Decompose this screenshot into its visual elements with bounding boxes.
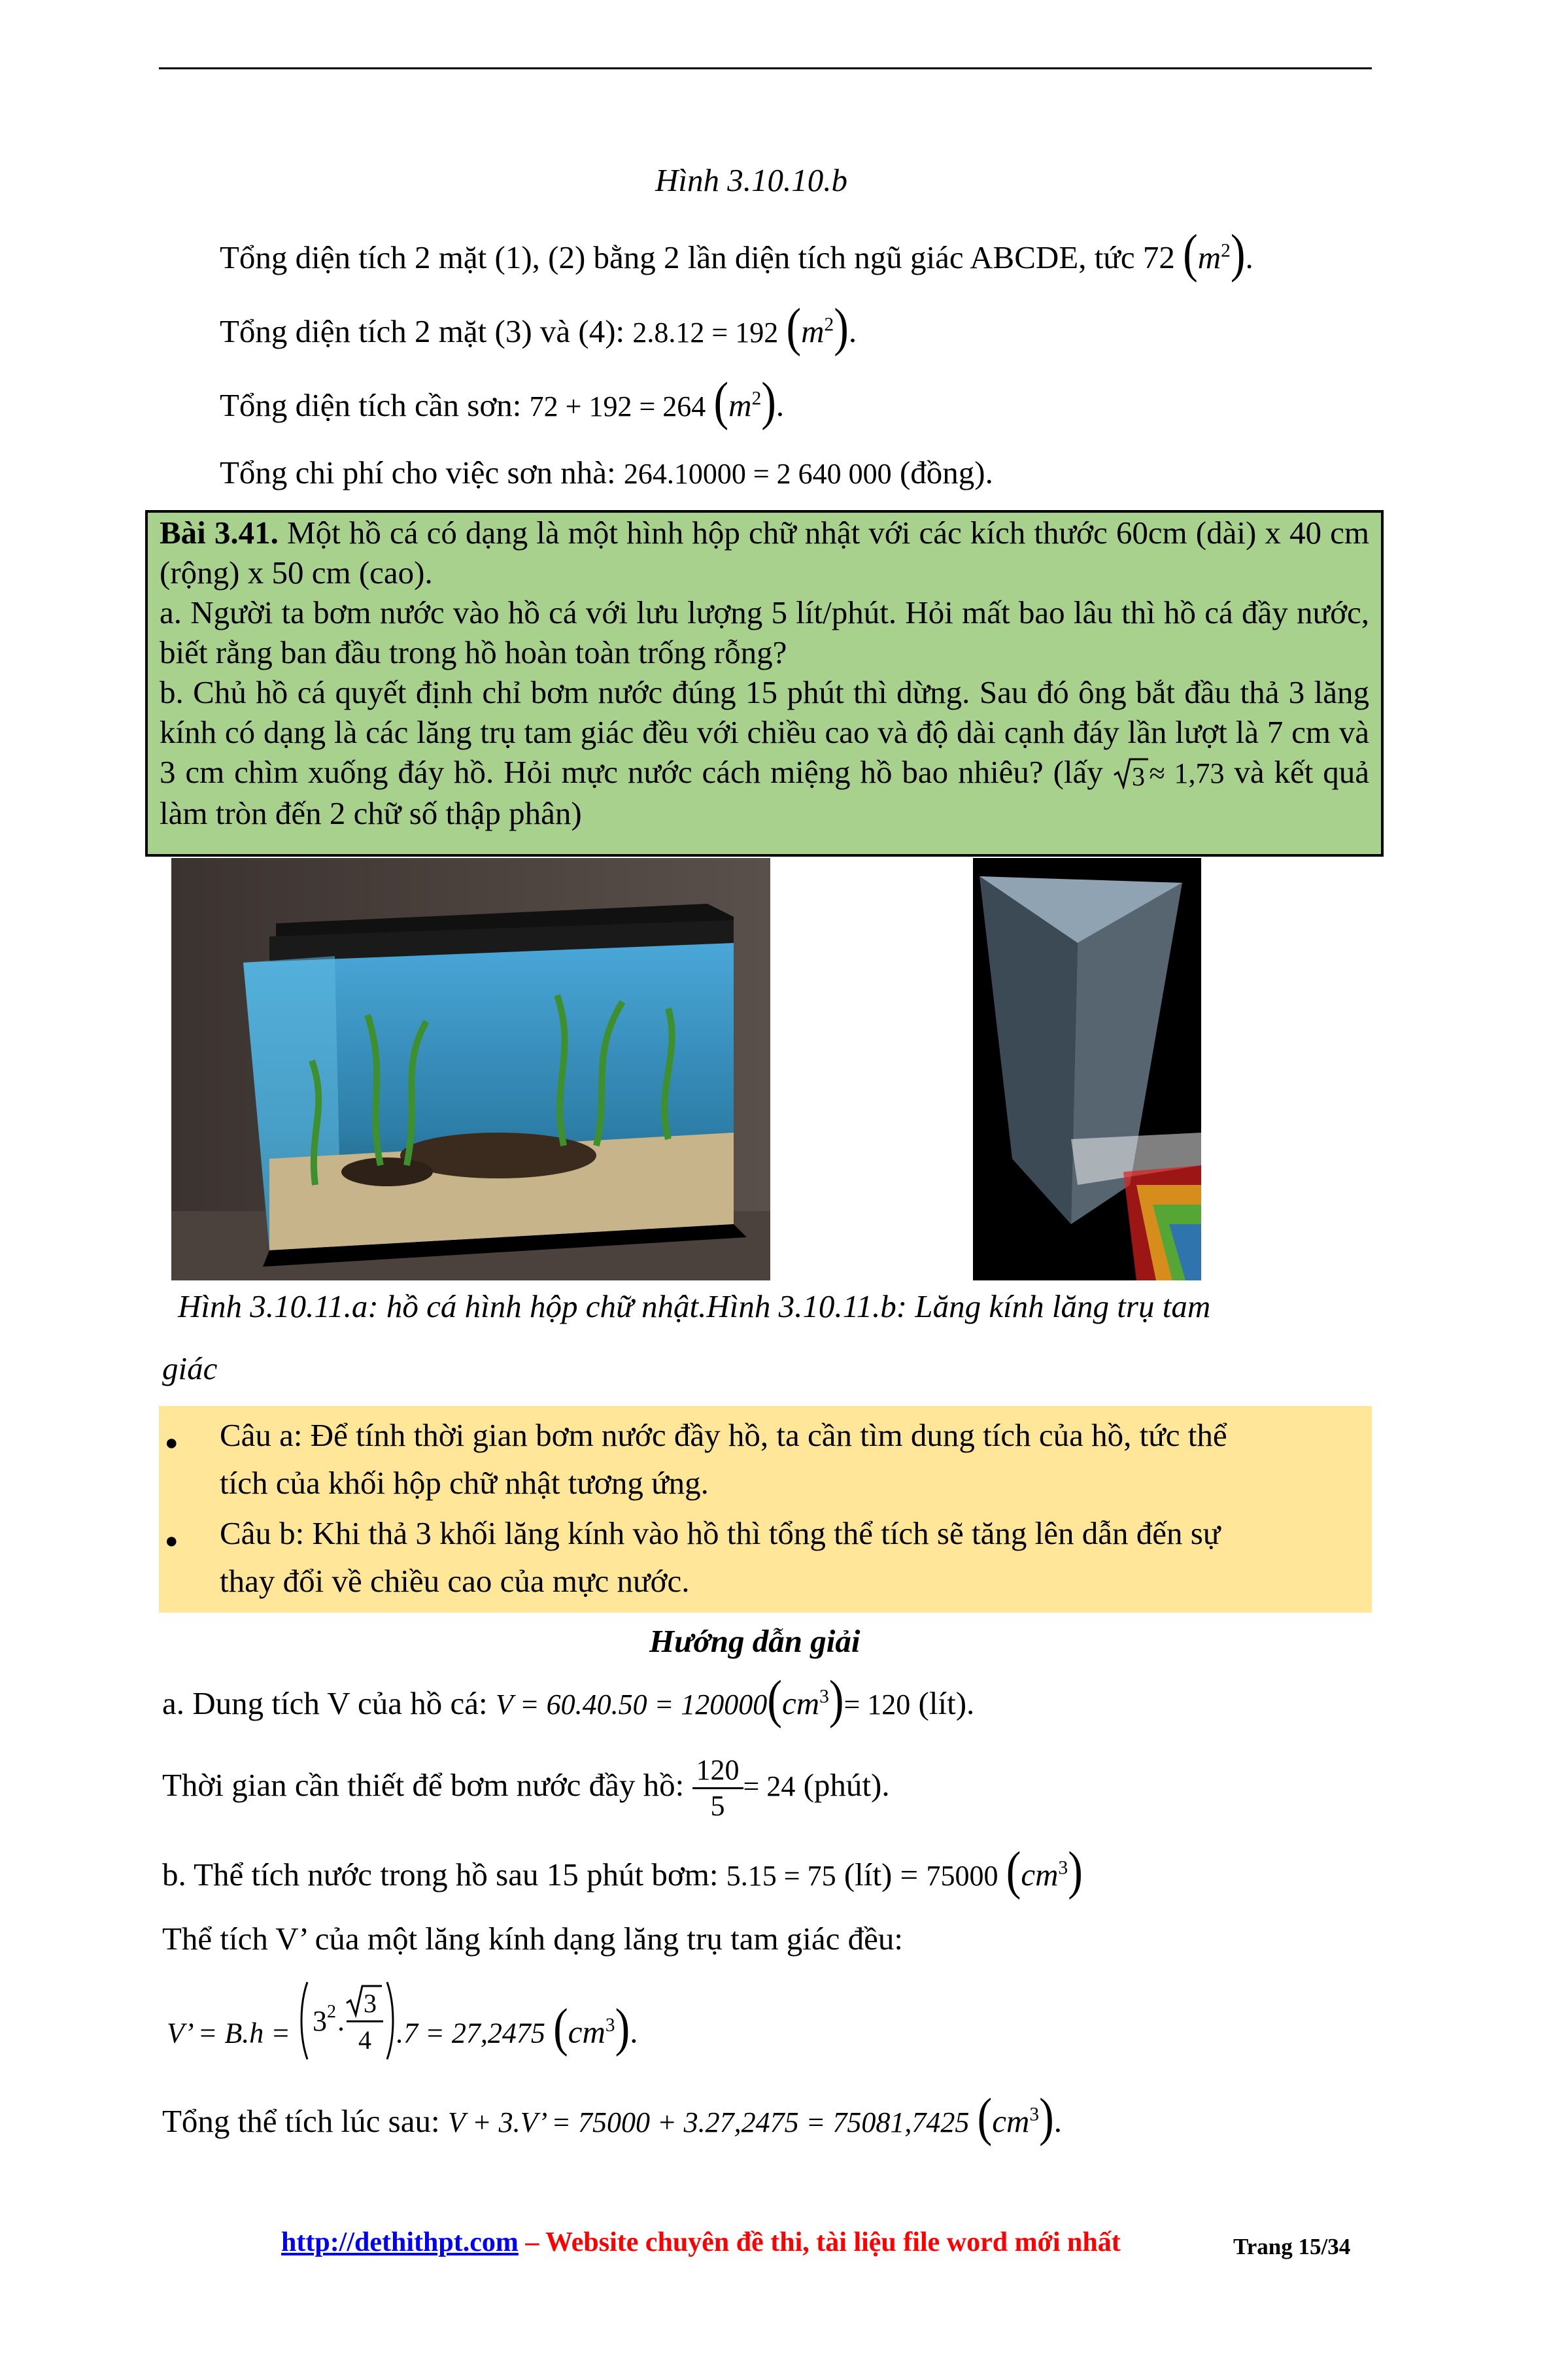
line-text: Tổng diện tích 2 mặt (3) và (4):	[220, 313, 625, 349]
aquarium-illustration	[171, 858, 770, 1280]
sqrt-approx	[1113, 754, 1225, 790]
figure-caption-line-1: Hình 3.10.11.a: hồ cá hình hộp chữ nhật.Hình 3.10.11.b: Lăng kính lăng trụ tam	[178, 1288, 1211, 1324]
footer	[281, 2227, 1121, 2258]
unit: cm	[1021, 1857, 1059, 1893]
line-math: 264.10000 = 2 640 000	[623, 458, 892, 490]
prev-solution-line-2: Tổng diện tích 2 mặt (3) và (4): 2.8.12 = 192 $(m^2)$.	[220, 297, 857, 357]
hint-a-line-1: Câu a: Để tính thời gian bơm nước đầy hồ, ta cần tìm dung tích của hồ, tức thể	[220, 1417, 1227, 1453]
problem-part-b	[160, 672, 1369, 833]
prism-illustration	[973, 858, 1201, 1280]
prism-image	[973, 858, 1201, 1280]
hint-a-line-2: tích của khối hộp chữ nhật tương ứng.	[220, 1465, 709, 1501]
top-rule	[159, 67, 1372, 69]
problem-part-b-end: và kết quả làm tròn đến 2 chữ số thập phân)	[160, 754, 1370, 831]
solution-total-line: Tổng thể tích lúc sau: V + 3.V’ = 75000 + 3.27,2475 = 75081,7425 $(cm^3)$.	[162, 2087, 1062, 2147]
solution-time-math: = 24	[743, 1770, 796, 1802]
unit: cm	[992, 2103, 1030, 2139]
sqrt-3-symbol	[1113, 757, 1150, 789]
prism-formula-rhs: .7 = 27,2475	[396, 2017, 545, 2049]
problem-intro	[160, 513, 1369, 592]
problem-label: Bài 3.41.	[160, 515, 279, 551]
problem-box	[145, 510, 1384, 857]
solution-b-math: 5.15 = 75	[726, 1860, 836, 1892]
solution-b-math-2: 75000	[926, 1860, 998, 1892]
line-text: Tổng chi phí cho việc sơn nhà:	[220, 454, 616, 490]
svg-text:2: 2	[327, 2002, 337, 2022]
unit: cm	[568, 2013, 605, 2050]
fraction-denominator: 5	[710, 1790, 725, 1823]
svg-text:3: 3	[1131, 762, 1145, 789]
unit: m	[728, 387, 752, 423]
prev-solution-line-3: Tổng diện tích cần sơn: 72 + 192 = 264 $(m^2)$.	[220, 371, 785, 431]
svg-text:4: 4	[358, 2025, 372, 2055]
prism-formula-lhs: V’ = B.h =	[167, 2017, 290, 2049]
problem-intro-text: Một hồ cá có dạng là một hình hộp chữ nhật với các kích thước 60cm (dài) x 40 cm (rộng) x 50 cm (cao).	[160, 515, 1370, 591]
solution-prism-formula: V’ = B.h = 3 2 . 3 4 .7 = 27,2475 $(cm^3)$.	[167, 1978, 638, 2092]
line-text: Tổng diện tích cần sơn:	[220, 387, 522, 423]
solution-b-line: b. Thể tích nước trong hồ sau 15 phút bơm: 5.15 = 75 (lít) = 75000 $(cm^3)$	[162, 1840, 1083, 1900]
solution-total-math: V + 3.V’ = 75000 + 3.27,2475 = 75081,7425	[447, 2106, 970, 2138]
solution-total-text: Tổng thể tích lúc sau:	[162, 2103, 440, 2139]
line-text: Tổng diện tích 2 mặt (1), (2) bằng 2 lần diện tích ngũ giác ABCDE, tức 72	[220, 239, 1175, 275]
base-area-fraction	[298, 1978, 396, 2063]
hint-b-line-1: Câu b: Khi thả 3 khối lăng kính vào hồ thì tổng thể tích sẽ tăng lên dẫn đến sự	[220, 1515, 1221, 1551]
solution-time-line	[162, 1749, 890, 1823]
time-fraction	[692, 1753, 743, 1823]
footer-text: – Website chuyên đề thi, tài liệu file word mới nhất	[518, 2227, 1121, 2257]
figure-caption-line-2: giác	[162, 1350, 218, 1386]
aquarium-image	[171, 858, 770, 1280]
solution-a-math-2: = 120	[844, 1688, 911, 1721]
page-number: Trang 15/34	[1233, 2234, 1351, 2259]
hint-b-bullet: ●	[165, 1529, 179, 1553]
prev-solution-line-4	[220, 453, 993, 494]
line-unit: (đồng).	[899, 454, 993, 490]
unit: m	[801, 313, 825, 349]
solution-a-text: a. Dung tích V của hồ cá:	[162, 1685, 488, 1721]
unit: m	[1197, 239, 1221, 275]
line-math: 2.8.12 = 192	[632, 317, 779, 349]
problem-part-b-text: b. Chủ hồ cá quyết định chỉ bơm nước đúng 15 phút thì dừng. Sau đó ông bắt đầu thả 3 lăng kính có dạng là các lăng trụ tam giác đều với chiều cao và độ dài cạnh đáy lần lượt là 7 cm và 3 cm chìm xuống đáy hồ. Hỏi mực nước cách miệng hồ bao nhiêu? (lấy	[160, 674, 1369, 790]
prev-solution-line-1: Tổng diện tích 2 mặt (1), (2) bằng 2 lần diện tích ngũ giác ABCDE, tức 72 $(m^2)$.	[220, 223, 1253, 283]
solution-b-text: b. Thể tích nước trong hồ sau 15 phút bơm:	[162, 1857, 719, 1893]
line-math: 72 + 192 = 264	[529, 390, 706, 422]
hint-b-line-2: thay đổi về chiều cao của mực nước.	[220, 1563, 690, 1599]
fraction-numerator: 120	[692, 1753, 743, 1789]
solution-prism-line: Thể tích V’ của một lăng kính dạng lăng trụ tam giác đều:	[162, 1921, 904, 1957]
footer-link[interactable]: http://dethithpt.com	[281, 2227, 519, 2257]
solution-heading: Hướng dẫn giải	[649, 1623, 861, 1659]
svg-text:.: .	[337, 2005, 345, 2037]
unit: cm	[781, 1685, 820, 1721]
solution-a-line: a. Dung tích V của hồ cá: $V = 60.40.50 = 120000(cm^3)= 120$ (lít).	[162, 1669, 975, 1729]
solution-b-mid: (lít) =	[844, 1857, 919, 1893]
solution-time-text: Thời gian cần thiết để bơm nước đầy hồ:	[162, 1767, 685, 1803]
hint-a-bullet: ●	[165, 1431, 179, 1455]
solution-a-unit: (lít).	[918, 1685, 975, 1721]
svg-text:3: 3	[313, 2005, 328, 2037]
prev-figure-caption: Hình 3.10.10.b	[655, 162, 847, 198]
solution-a-math: V = 60.40.50 = 120000	[495, 1688, 768, 1721]
approx-value: ≈ 1,73	[1149, 757, 1225, 789]
problem-part-a: a. Người ta bơm nước vào hồ cá với lưu lượng 5 lít/phút. Hỏi mất bao lâu thì hồ cá đầy nước, biết rằng ban đầu trong hồ hoàn toàn trống rỗng?	[160, 594, 1369, 670]
solution-time-unit: (phút).	[803, 1767, 890, 1803]
svg-text:3: 3	[364, 1989, 377, 2018]
prism-base-area	[298, 1978, 396, 2092]
